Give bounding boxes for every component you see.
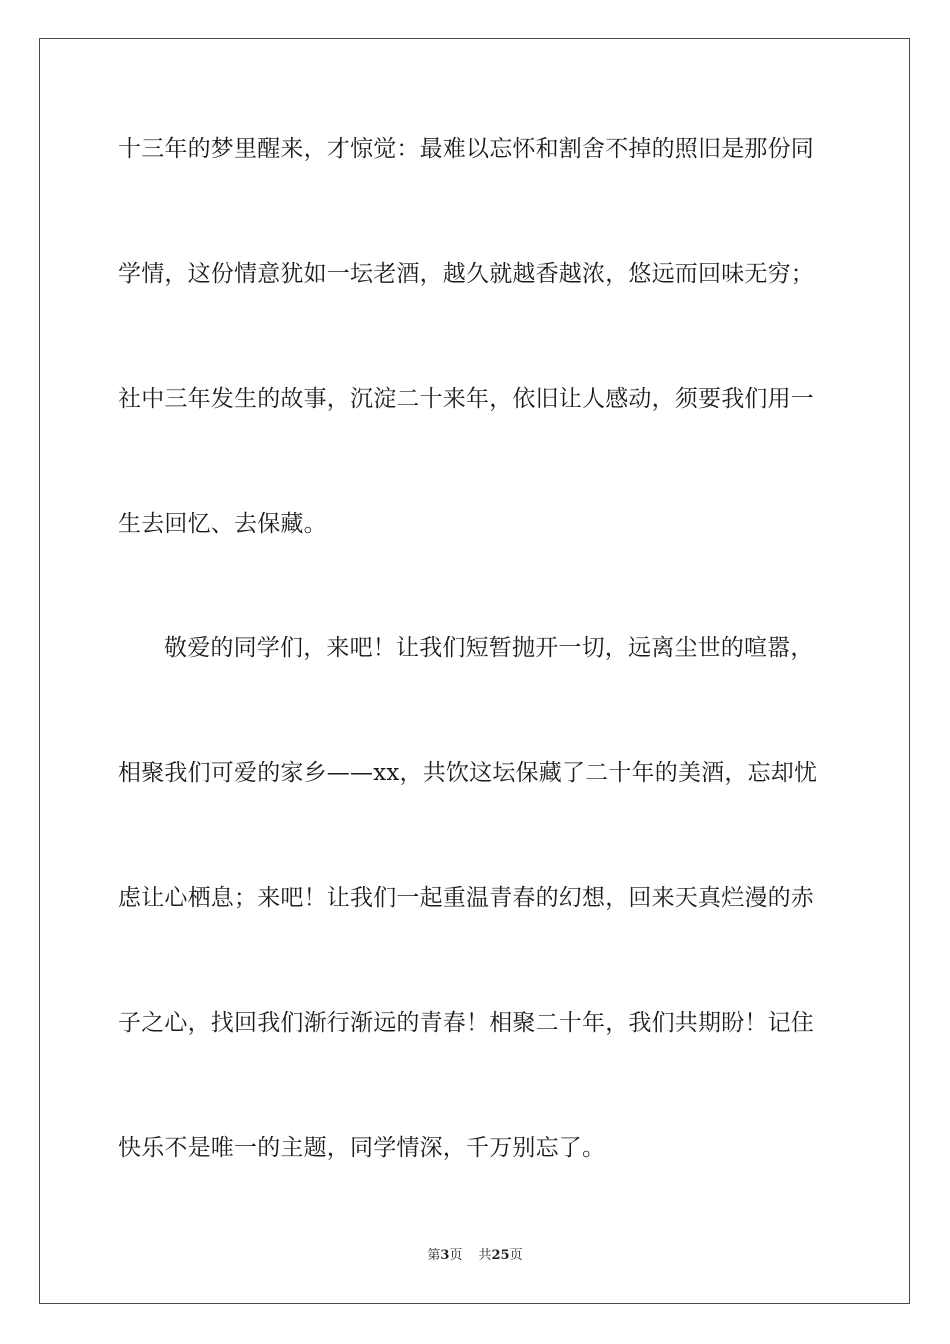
text-line-1: 十三年的梦里醒来，才惊觉：最难以忘怀和割舍不掉的照旧是那份同 <box>118 136 814 162</box>
text-line-8: 子之心，找回我们渐行渐远的青春！相聚二十年，我们共期盼！记住 <box>118 1010 814 1036</box>
text-line-5-paragraph-start: 敬爱的同学们，来吧！让我们短暂抛开一切，远离尘世的喧嚣， <box>164 635 814 661</box>
text-line-6: 相聚我们可爱的家乡——xx，共饮这坛保藏了二十年的美酒，忘却忧 <box>118 760 818 786</box>
footer-page-number: 3 <box>440 1248 450 1263</box>
text-line-4: 生去回忆、去保藏。 <box>118 511 327 537</box>
page-footer <box>0 1247 950 1265</box>
text-line-3: 社中三年发生的故事，沉淀二十来年，依旧让人感动，须要我们用一 <box>118 386 814 412</box>
text-line-7: 虑让心栖息；来吧！让我们一起重温青春的幻想，回来天真烂漫的赤 <box>118 885 814 911</box>
footer-total-prefix: 共 <box>478 1248 492 1263</box>
footer-page-prefix: 第 <box>427 1248 441 1263</box>
text-line-2: 学情，这份情意犹如一坛老酒，越久就越香越浓，悠远而回味无穷； <box>118 261 814 287</box>
footer-page-suffix: 页 <box>449 1248 463 1263</box>
page-border <box>39 38 910 1304</box>
footer-total-pages: 25 <box>491 1248 510 1263</box>
text-line-9: 快乐不是唯一的主题，同学情深，千万别忘了。 <box>118 1135 606 1161</box>
footer-total-suffix: 页 <box>509 1248 523 1263</box>
